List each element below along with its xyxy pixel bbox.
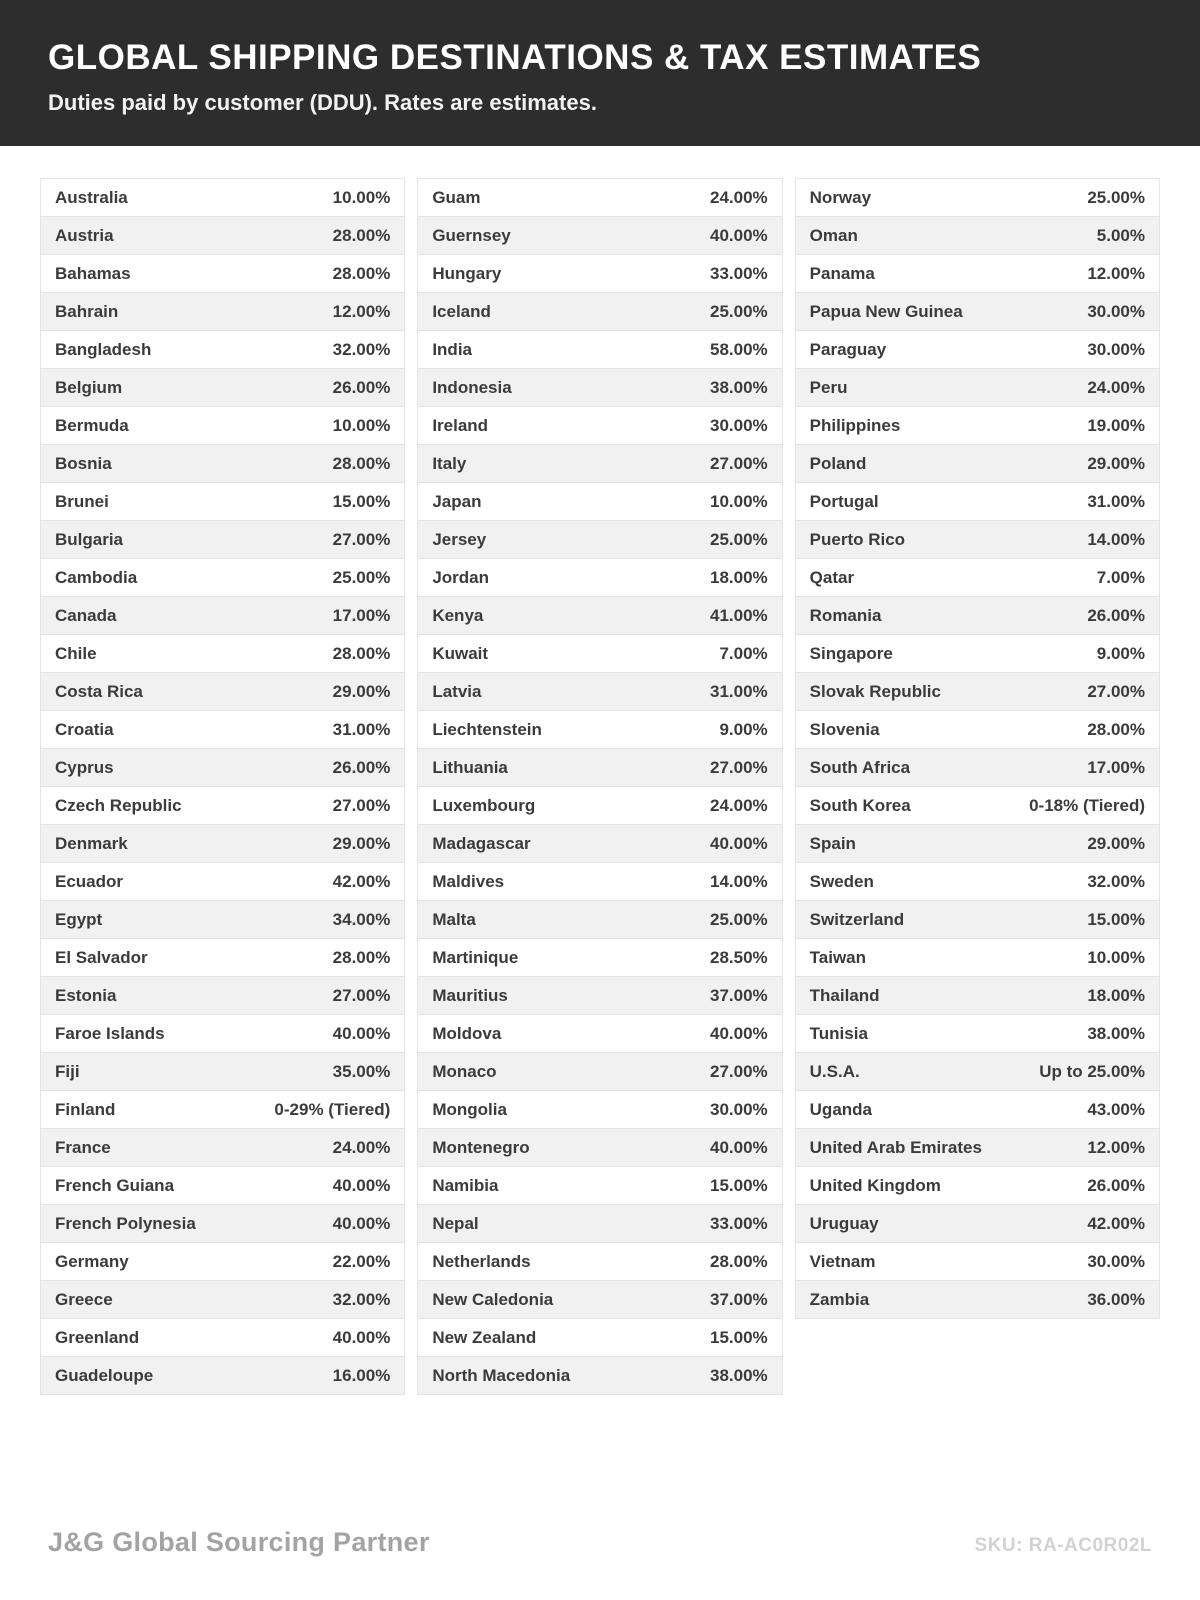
country-name: Uganda [809, 1099, 872, 1119]
rate-row [417, 406, 782, 445]
country-name: North Macedonia [432, 1365, 571, 1385]
country-name: Spain [809, 833, 856, 853]
tax-rate: 26.00% [1087, 1175, 1145, 1195]
rate-row [795, 216, 1160, 255]
rate-row [795, 558, 1160, 597]
rate-row [795, 976, 1160, 1015]
tax-rate: 29.00% [332, 681, 391, 701]
rate-row [40, 330, 405, 369]
rate-row [417, 634, 782, 673]
tax-rate: 27.00% [709, 453, 768, 473]
rate-row [795, 1280, 1160, 1319]
rate-row [417, 178, 782, 217]
country-name: Jersey [432, 529, 487, 549]
country-name: Poland [809, 453, 867, 473]
tax-rate: 36.00% [1087, 1289, 1145, 1309]
rate-row [40, 482, 405, 521]
country-name: Ecuador [55, 871, 124, 891]
tax-rate: 42.00% [1087, 1213, 1145, 1233]
rate-row [40, 178, 405, 217]
tax-rate: 18.00% [709, 567, 768, 587]
rate-row [795, 938, 1160, 977]
country-name: Canada [55, 605, 117, 625]
rate-row [795, 1204, 1160, 1243]
tax-rate: 26.00% [332, 757, 391, 777]
country-name: Puerto Rico [809, 529, 906, 549]
tax-rate: 35.00% [332, 1061, 391, 1081]
country-name: New Caledonia [432, 1289, 554, 1309]
page-subtitle: Duties paid by customer (DDU). Rates are estimates. [48, 90, 597, 115]
country-name: Costa Rica [55, 681, 143, 701]
country-name: Montenegro [432, 1137, 530, 1157]
country-name: U.S.A. [809, 1061, 860, 1081]
country-name: Fiji [55, 1061, 80, 1081]
tax-rate: 40.00% [332, 1327, 391, 1347]
rate-row [795, 444, 1160, 483]
footer-sku: SKU: RA-AC0R02L [974, 1535, 1152, 1556]
tax-rate: 14.00% [709, 871, 768, 891]
country-name: Namibia [432, 1175, 499, 1195]
rate-row [40, 710, 405, 749]
country-name: Portugal [809, 491, 879, 511]
tax-rate: 28.00% [332, 225, 391, 245]
country-name: South Africa [809, 757, 911, 777]
country-name: Guernsey [432, 225, 511, 245]
footer [0, 1527, 1200, 1600]
country-name: Madagascar [432, 833, 531, 853]
tax-rate: 29.00% [1087, 833, 1145, 853]
rate-row [417, 976, 782, 1015]
rate-row [417, 1014, 782, 1053]
tax-rate: 15.00% [709, 1175, 768, 1195]
tax-rate: 15.00% [709, 1327, 768, 1347]
rate-column-3 [795, 178, 1160, 1319]
tax-rate: 18.00% [1087, 985, 1145, 1005]
tax-rate: 31.00% [332, 719, 391, 739]
rate-row [40, 862, 405, 901]
country-name: Bahamas [55, 263, 131, 283]
country-name: Indonesia [432, 377, 512, 397]
rate-row [417, 938, 782, 977]
country-name: Singapore [809, 643, 893, 663]
country-name: Guam [432, 187, 481, 207]
tax-rate: 24.00% [332, 1137, 391, 1157]
tax-rate: 22.00% [332, 1251, 391, 1271]
country-name: Malta [432, 909, 476, 929]
rate-row [795, 786, 1160, 825]
country-name: India [432, 339, 472, 359]
rate-row [795, 672, 1160, 711]
country-name: Nepal [432, 1213, 479, 1233]
rate-row [40, 1166, 405, 1205]
tax-rate: 25.00% [709, 909, 768, 929]
country-name: Bulgaria [55, 529, 124, 549]
country-name: Egypt [55, 909, 103, 929]
rate-row [417, 900, 782, 939]
country-name: Monaco [432, 1061, 497, 1081]
country-name: New Zealand [432, 1327, 537, 1347]
country-name: Ireland [432, 415, 489, 435]
country-name: Liechtenstein [432, 719, 542, 739]
rate-row [795, 634, 1160, 673]
rate-row [417, 748, 782, 787]
rate-row [417, 824, 782, 863]
rate-row [417, 1242, 782, 1281]
country-name: Japan [432, 491, 482, 511]
rate-row [795, 178, 1160, 217]
rate-row [795, 596, 1160, 635]
rate-row [417, 596, 782, 635]
rate-row [417, 1356, 782, 1395]
country-name: French Polynesia [55, 1213, 196, 1233]
tax-rate: 28.00% [332, 263, 391, 283]
tax-rate: 38.00% [1087, 1023, 1145, 1043]
tax-rate: 32.00% [332, 1289, 391, 1309]
rate-row [40, 1356, 405, 1395]
rate-row [40, 900, 405, 939]
tax-rate: 10.00% [332, 415, 391, 435]
country-name: Panama [809, 263, 875, 283]
rate-row [40, 1280, 405, 1319]
tax-rate: 33.00% [709, 263, 768, 283]
tax-rate: 29.00% [332, 833, 391, 853]
rate-column-2 [417, 178, 782, 1395]
tax-rate: 58.00% [709, 339, 768, 359]
country-name: Italy [432, 453, 467, 473]
rate-row [795, 330, 1160, 369]
rate-row [417, 482, 782, 521]
tax-rate: Up to 25.00% [1039, 1061, 1145, 1081]
tax-rate: 27.00% [709, 757, 768, 777]
rate-row [795, 900, 1160, 939]
rate-row [417, 1052, 782, 1091]
country-name: Romania [809, 605, 882, 625]
country-name: Croatia [55, 719, 114, 739]
country-name: Luxembourg [432, 795, 536, 815]
rate-row [795, 1052, 1160, 1091]
country-name: Bosnia [55, 453, 112, 473]
rate-row [417, 1318, 782, 1357]
country-name: Netherlands [432, 1251, 531, 1271]
header-banner [0, 0, 1200, 146]
tax-rate: 34.00% [332, 909, 391, 929]
country-name: Taiwan [809, 947, 867, 967]
tax-rate: 40.00% [332, 1175, 391, 1195]
tax-rate: 31.00% [709, 681, 768, 701]
tax-rate: 26.00% [332, 377, 391, 397]
country-name: Brunei [55, 491, 109, 511]
rate-row [795, 862, 1160, 901]
tax-rate: 28.50% [709, 947, 768, 967]
rate-row [795, 1242, 1160, 1281]
rate-row [417, 1166, 782, 1205]
tax-rate: 30.00% [709, 1099, 768, 1119]
rate-row [795, 406, 1160, 445]
country-name: Australia [55, 187, 128, 207]
tax-rate: 9.00% [719, 719, 768, 739]
country-name: Peru [809, 377, 848, 397]
tax-rate: 30.00% [1087, 1251, 1145, 1271]
rate-row [417, 862, 782, 901]
tax-rate: 25.00% [709, 529, 768, 549]
tax-rate: 40.00% [332, 1213, 391, 1233]
rate-row [795, 482, 1160, 521]
rate-row [795, 1090, 1160, 1129]
country-name: Mongolia [432, 1099, 507, 1119]
tax-rate: 24.00% [1087, 377, 1145, 397]
tax-rate: 15.00% [1087, 909, 1145, 929]
country-name: Bermuda [55, 415, 129, 435]
rate-row [40, 634, 405, 673]
rate-row [40, 672, 405, 711]
country-name: Kenya [432, 605, 484, 625]
tax-rate: 12.00% [332, 301, 391, 321]
country-name: Estonia [55, 985, 117, 1005]
tax-rate: 9.00% [1096, 643, 1145, 663]
tax-rate: 37.00% [709, 1289, 768, 1309]
country-name: Hungary [432, 263, 502, 283]
country-name: Maldives [432, 871, 505, 891]
tax-rate: 38.00% [709, 1365, 768, 1385]
rate-row [40, 444, 405, 483]
country-name: Thailand [809, 985, 880, 1005]
country-name: Philippines [809, 415, 901, 435]
tax-rate: 40.00% [709, 225, 768, 245]
country-name: El Salvador [55, 947, 148, 967]
country-name: Germany [55, 1251, 129, 1271]
tax-rate: 30.00% [1087, 301, 1145, 321]
country-name: French Guiana [55, 1175, 175, 1195]
rate-row [795, 748, 1160, 787]
country-name: Latvia [432, 681, 482, 701]
tax-rate: 40.00% [709, 833, 768, 853]
tax-rate: 28.00% [1087, 719, 1145, 739]
rate-row [417, 368, 782, 407]
tax-rate: 40.00% [332, 1023, 391, 1043]
rate-row [417, 520, 782, 559]
rate-row [40, 938, 405, 977]
country-name: Papua New Guinea [809, 301, 963, 321]
rate-row [795, 824, 1160, 863]
tax-rate: 28.00% [332, 643, 391, 663]
country-name: Vietnam [809, 1251, 876, 1271]
country-name: Slovenia [809, 719, 880, 739]
tax-rate: 33.00% [709, 1213, 768, 1233]
country-name: Cambodia [55, 567, 138, 587]
country-name: Mauritius [432, 985, 508, 1005]
country-name: United Arab Emirates [809, 1137, 982, 1157]
rate-row [417, 444, 782, 483]
country-name: Czech Republic [55, 795, 182, 815]
country-name: Chile [55, 643, 97, 663]
tax-rate: 7.00% [719, 643, 768, 663]
rate-row [40, 1090, 405, 1129]
rate-row [40, 254, 405, 293]
tax-rate: 29.00% [1087, 453, 1145, 473]
country-name: Oman [809, 225, 858, 245]
country-name: Bahrain [55, 301, 119, 321]
country-name: Lithuania [432, 757, 508, 777]
country-name: Iceland [432, 301, 491, 321]
tax-rate: 10.00% [1087, 947, 1145, 967]
country-name: France [55, 1137, 111, 1157]
rate-row [795, 1166, 1160, 1205]
rate-row [40, 976, 405, 1015]
tax-rate: 0-18% (Tiered) [1029, 795, 1145, 815]
country-name: Cyprus [55, 757, 114, 777]
rate-row [417, 1280, 782, 1319]
rate-row [40, 1014, 405, 1053]
rate-row [795, 368, 1160, 407]
tax-rate: 40.00% [709, 1137, 768, 1157]
rate-row [40, 1128, 405, 1167]
rate-row [795, 1014, 1160, 1053]
tax-rate: 32.00% [332, 339, 391, 359]
tax-rate: 16.00% [332, 1365, 391, 1385]
tax-rate: 10.00% [709, 491, 768, 511]
country-name: Switzerland [809, 909, 905, 929]
tax-rate: 31.00% [1087, 491, 1145, 511]
tax-rate: 25.00% [332, 567, 391, 587]
country-name: Paraguay [809, 339, 887, 359]
country-name: Zambia [809, 1289, 870, 1309]
rate-row [417, 1090, 782, 1129]
country-name: Denmark [55, 833, 128, 853]
rate-row [40, 558, 405, 597]
rate-row [40, 748, 405, 787]
tax-rate: 27.00% [332, 985, 391, 1005]
rate-row [417, 216, 782, 255]
tax-rate: 27.00% [709, 1061, 768, 1081]
rate-row [40, 216, 405, 255]
country-name: Greenland [55, 1327, 140, 1347]
rate-row [795, 710, 1160, 749]
rate-row [40, 406, 405, 445]
rate-row [417, 710, 782, 749]
tax-rate: 5.00% [1096, 225, 1145, 245]
rate-row [417, 672, 782, 711]
tax-rate: 15.00% [332, 491, 391, 511]
tax-rate: 42.00% [332, 871, 391, 891]
rate-row [40, 368, 405, 407]
tax-rate: 27.00% [1087, 681, 1145, 701]
rate-row [417, 292, 782, 331]
country-name: Tunisia [809, 1023, 868, 1043]
rate-row [795, 520, 1160, 559]
tax-rate: 40.00% [709, 1023, 768, 1043]
rate-row [417, 254, 782, 293]
tax-rate: 24.00% [709, 795, 768, 815]
tax-rate: 28.00% [332, 947, 391, 967]
country-name: Finland [55, 1099, 116, 1119]
country-name: South Korea [809, 795, 911, 815]
tax-rate: 14.00% [1087, 529, 1145, 549]
rate-row [40, 520, 405, 559]
rate-row [417, 786, 782, 825]
tax-rate: 41.00% [709, 605, 768, 625]
tax-rate: 17.00% [1087, 757, 1145, 777]
tax-rate: 12.00% [1087, 263, 1145, 283]
country-name: Moldova [432, 1023, 502, 1043]
country-name: Kuwait [432, 643, 489, 663]
tax-rate: 19.00% [1087, 415, 1145, 435]
tax-rate: 12.00% [1087, 1137, 1145, 1157]
tax-rate: 17.00% [332, 605, 391, 625]
country-name: Uruguay [809, 1213, 879, 1233]
tax-rate: 30.00% [709, 415, 768, 435]
rate-row [40, 824, 405, 863]
tax-rate: 0-29% (Tiered) [274, 1099, 391, 1119]
country-name: Martinique [432, 947, 519, 967]
rate-row [417, 330, 782, 369]
footer-brand: J&G Global Sourcing Partner [48, 1527, 430, 1557]
page-title: GLOBAL SHIPPING DESTINATIONS & TAX ESTIMATES [48, 38, 982, 77]
rate-row [40, 1318, 405, 1357]
tax-rate: 28.00% [709, 1251, 768, 1271]
tax-rate: 27.00% [332, 795, 391, 815]
rate-row [40, 1052, 405, 1091]
rate-row [40, 596, 405, 635]
country-name: Jordan [432, 567, 490, 587]
tax-rate: 38.00% [709, 377, 768, 397]
rate-row [40, 1242, 405, 1281]
country-name: Bangladesh [55, 339, 152, 359]
tax-rate: 32.00% [1087, 871, 1145, 891]
country-name: Norway [809, 187, 872, 207]
rate-row [795, 254, 1160, 293]
country-name: Austria [55, 225, 114, 245]
country-name: Greece [55, 1289, 113, 1309]
tax-rate: 26.00% [1087, 605, 1145, 625]
country-name: Belgium [55, 377, 123, 397]
rate-row [40, 786, 405, 825]
rate-row [417, 1128, 782, 1167]
tax-rate: 43.00% [1087, 1099, 1145, 1119]
country-name: United Kingdom [809, 1175, 941, 1195]
rate-row [795, 292, 1160, 331]
country-name: Faroe Islands [55, 1023, 165, 1043]
tax-table [0, 146, 1200, 1527]
tax-rate: 25.00% [1087, 187, 1145, 207]
tax-rate: 30.00% [1087, 339, 1145, 359]
country-name: Guadeloupe [55, 1365, 154, 1385]
rate-column-1 [40, 178, 405, 1395]
rate-row [417, 1204, 782, 1243]
tax-rate: 27.00% [332, 529, 391, 549]
tax-rate: 28.00% [332, 453, 391, 473]
tax-rate: 37.00% [709, 985, 768, 1005]
tax-rate: 10.00% [332, 187, 391, 207]
tax-rate: 7.00% [1096, 567, 1145, 587]
country-name: Qatar [809, 567, 855, 587]
country-name: Slovak Republic [809, 681, 941, 701]
country-name: Sweden [809, 871, 874, 891]
rate-row [40, 292, 405, 331]
tax-rate: 24.00% [709, 187, 768, 207]
tax-rate: 25.00% [709, 301, 768, 321]
rate-row [795, 1128, 1160, 1167]
rate-columns [40, 178, 1160, 1395]
rate-row [40, 1204, 405, 1243]
rate-row [417, 558, 782, 597]
